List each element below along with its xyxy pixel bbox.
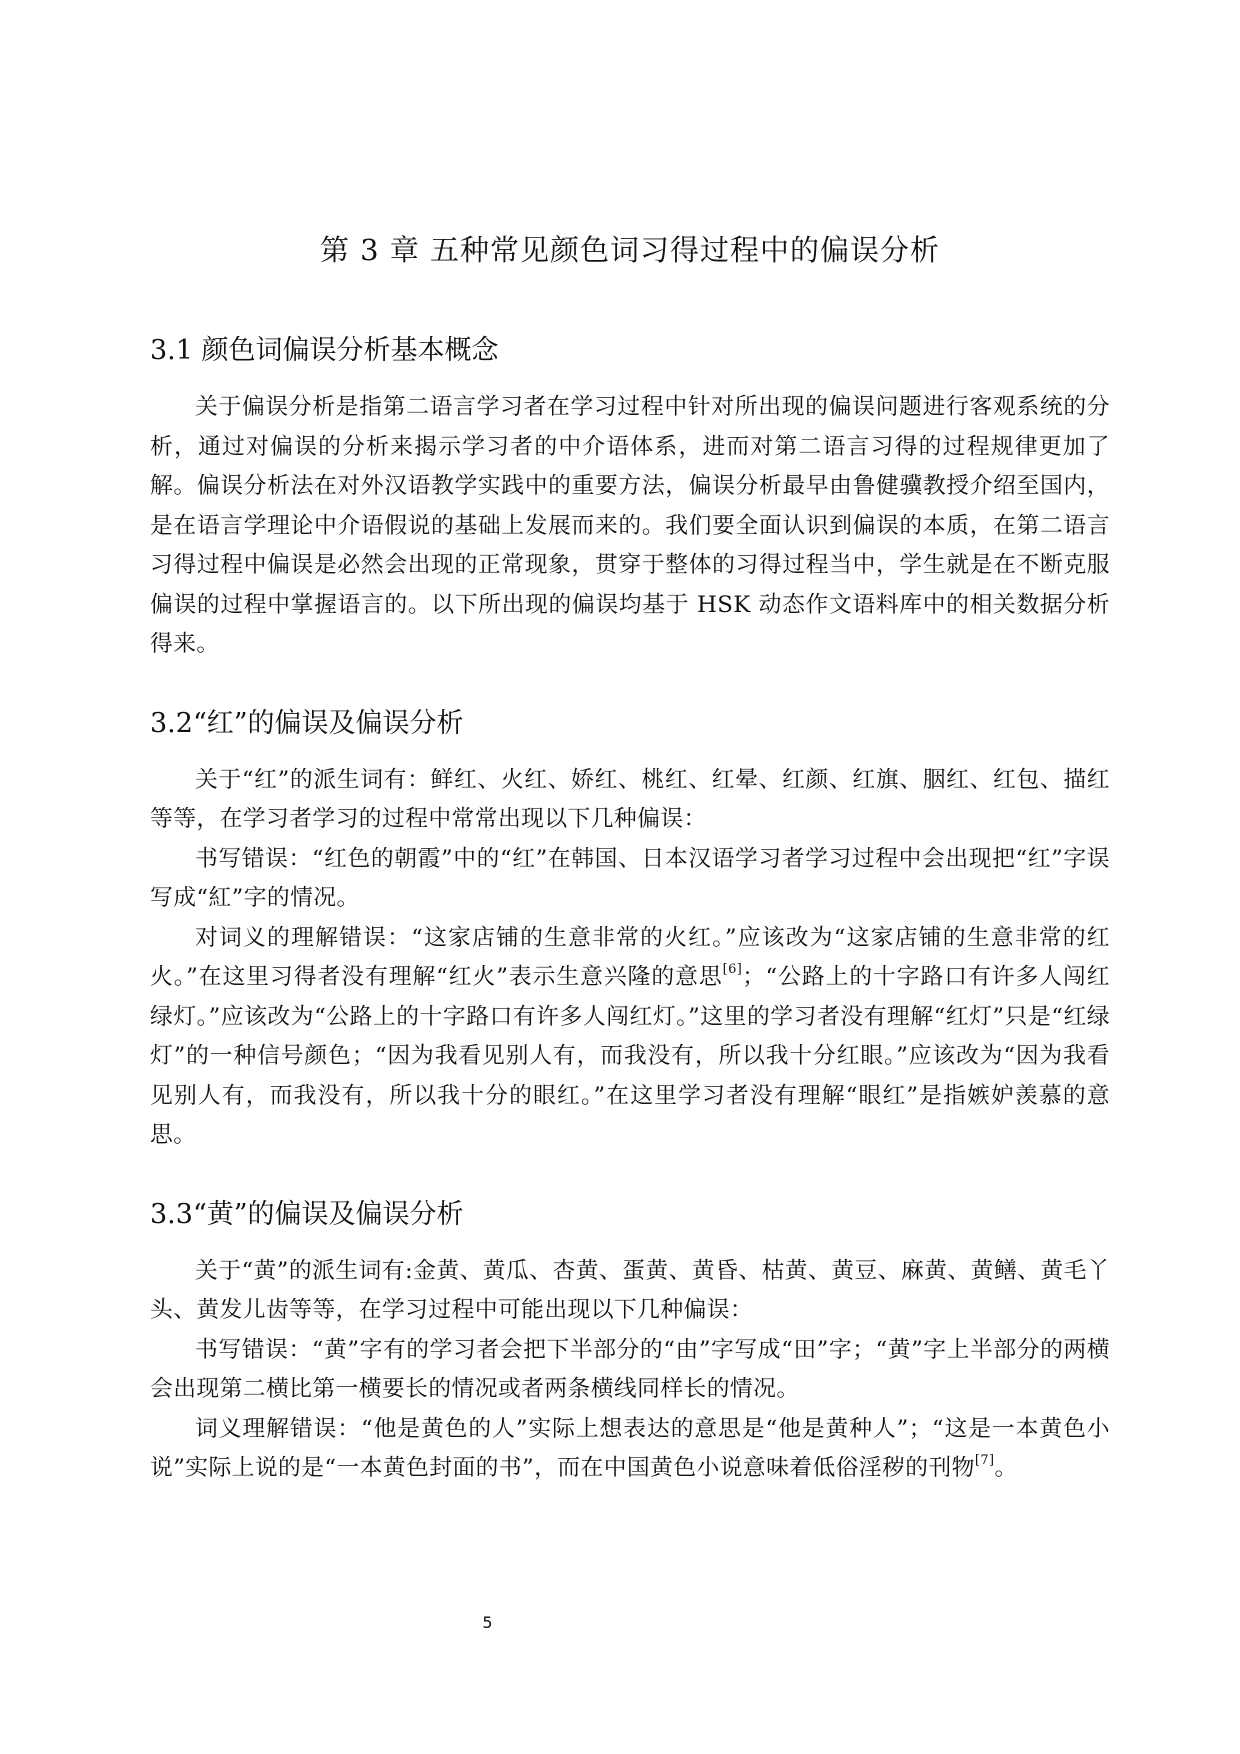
section-3-1 bbox=[150, 330, 1110, 665]
paragraph: 关于“黄”的派生词有:金黄、黄瓜、杏黄、蛋黄、黄昏、枯黄、黄豆、麻黄、黄鳝、黄毛丫头、黄发儿齿等等，在学习过程中可能出现以下几种偏误： bbox=[150, 1257, 1110, 1323]
chapter-title: 第 3 章 五种常见颜色词习得过程中的偏误分析 bbox=[319, 233, 941, 267]
document-body bbox=[150, 228, 1110, 1527]
page-number: 5 bbox=[482, 1613, 493, 1632]
paragraph: 书写错误：“黄”字有的学习者会把下半部分的“由”字写成“田”字；“黄”字上半部分的两横会出现第二横比第一横要长的情况或者两条横线同样长的情况。 bbox=[150, 1336, 1110, 1402]
section-heading: 3.1 颜色词偏误分析基本概念 bbox=[150, 335, 499, 366]
citation-ref: [6] bbox=[722, 962, 743, 978]
section-heading: 3.3“黄”的偏误及偏误分析 bbox=[150, 1198, 464, 1230]
paragraph-text: 。 bbox=[994, 1455, 1018, 1481]
paragraph-text: 对词义的理解错误：“这家店铺的生意非常的火红。”应该改为“这家店铺的生意非常的红火。”在这里习得者没有理解“红火”表示生意兴隆的意思 bbox=[150, 924, 1110, 990]
section-3-2 bbox=[150, 703, 1110, 1156]
paragraph: 关于偏误分析是指第二语言学习者在学习过程中针对所出现的偏误问题进行客观系统的分析，通过对偏误的分析来揭示学习者的中介语体系，进而对第二语言习得的过程规律更加了解。偏误分析法在对外汉语教学实践中的重要方法，偏误分析最早由鲁健骥教授介绍至国内，是在语言学理论中介语假说的基础上发展而来的。我们要全面认识到偏误的本质，在第二语言习得过程中偏误是必然会出现的正常现象，贯穿于整体的习得过程当中，学生就是在不断克服偏误的过程中掌握语言的。以下所出现的偏误均基于 HSK 动态作文语料库中的相关数据分析得来。 bbox=[150, 394, 1110, 657]
paragraph-text: 词义理解错误：“他是黄色的人”实际上想表达的意思是“他是黄种人”；“这是一本黄色小说”实际上说的是“一本黄色封面的书”，而在中国黄色小说意味着低俗淫秽的刊物 bbox=[150, 1415, 1110, 1481]
paragraph: 关于“红”的派生词有：鲜红、火红、娇红、桃红、红晕、红颜、红旗、胭红、红包、描红等等，在学习者学习的过程中常常出现以下几种偏误： bbox=[150, 766, 1110, 832]
section-heading: 3.2“红”的偏误及偏误分析 bbox=[150, 707, 464, 739]
paragraph: 书写错误：“红色的朝霞”中的“红”在韩国、日本汉语学习者学习过程中会出现把“红”字误写成“紅”字的情况。 bbox=[150, 845, 1110, 911]
paragraph-text: ；“公路上的十字路口有许多人闯红绿灯。”应该改为“公路上的十字路口有许多人闯红灯。”这里的学习者没有理解“红灯”只是“红绿灯”的一种信号颜色；“因为我看见别人有，而我没有，所以我十分红眼。”应该改为“因为我看见别人有，而我没有，所以我十分的眼红。”在这里学习者没有理解“眼红”是指嫉妒羡慕的意思。 bbox=[150, 964, 1110, 1148]
paragraph bbox=[150, 1410, 1110, 1489]
paragraph bbox=[150, 919, 1110, 1156]
section-3-3 bbox=[150, 1194, 1110, 1489]
citation-ref: [7] bbox=[974, 1453, 995, 1469]
